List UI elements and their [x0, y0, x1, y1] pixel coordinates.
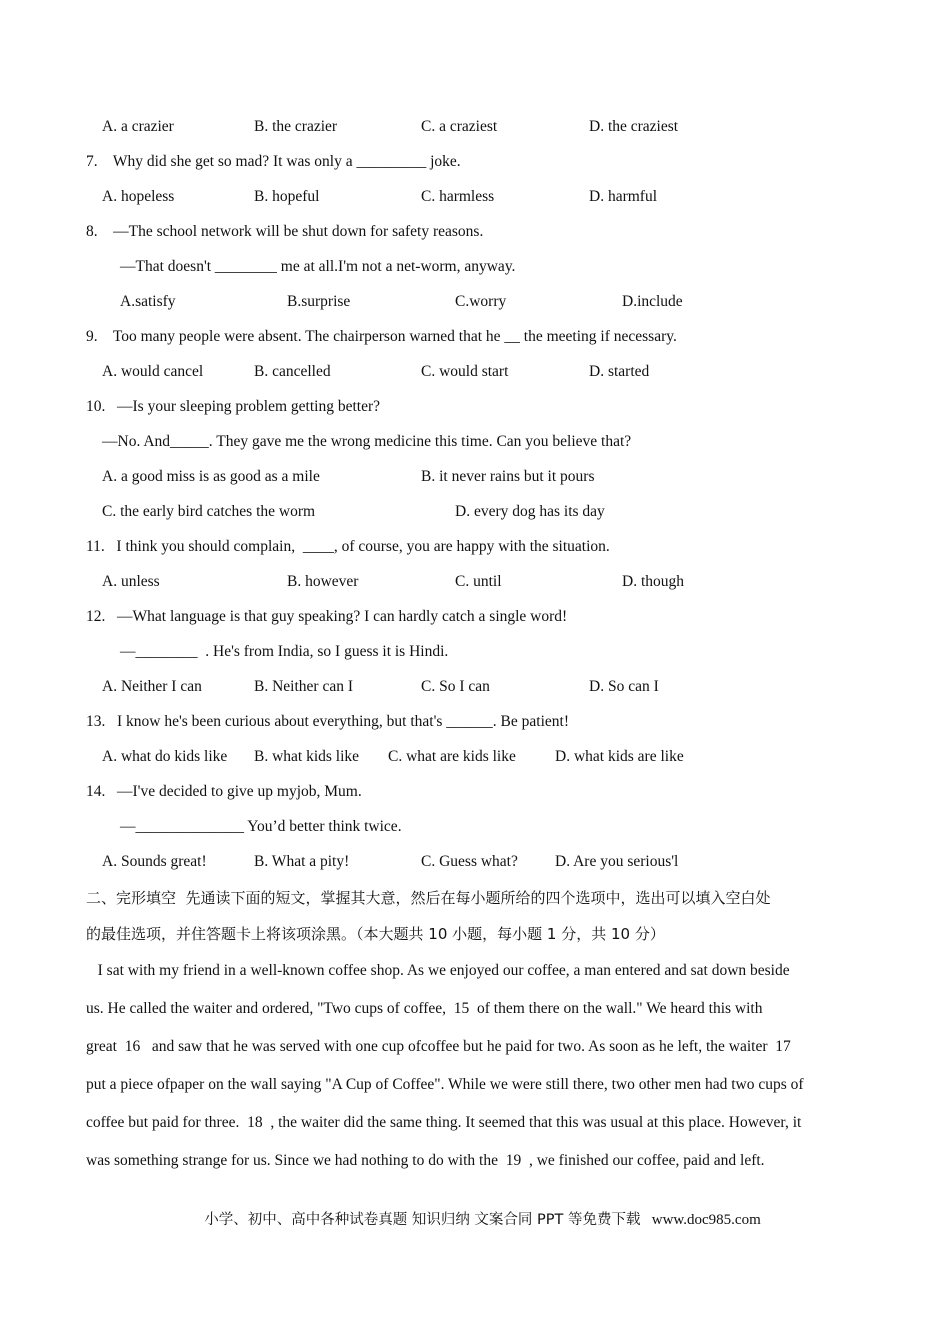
option-b: B. the crazier — [254, 118, 338, 135]
passage-line: I sat with my friend in a well-known coffee shop. As we enjoyed our coffee, a man entered and sat down beside — [86, 962, 790, 979]
option-a: A.satisfy — [120, 293, 176, 310]
option-d: D. So can I — [589, 678, 659, 695]
question-stem: 13. I know he's been curious about everything, but that's ______. Be patient! — [86, 713, 569, 730]
option-c: C. So I can — [421, 678, 490, 695]
question-stem: 8. —The school network will be shut down for safety reasons. — [86, 223, 484, 240]
option-c: C. a craziest — [421, 118, 498, 135]
option-a: A. a crazier — [102, 118, 174, 135]
section-instruction-line: 的最佳选项，并住答题卡上将该项涂黑。（本大题共 10 小题，每小题 1 分，共 10 分） — [86, 925, 665, 943]
footer-text: 小学、初中、高中各种试卷真题 知识归纳 文案合同 PPT 等免费下载 — [204, 1212, 641, 1228]
option-a: A. Neither I can — [102, 678, 202, 695]
question-stem-reply: —________ . He's from India, so I guess it is Hindi. — [120, 643, 449, 660]
passage-line: us. He called the waiter and ordered, "Two cups of coffee, 15 of them there on the wall." We heard this with — [86, 1000, 763, 1017]
question-stem: 7. Why did she get so mad? It was only a _________ joke. — [86, 153, 461, 170]
option-c: C. harmless — [421, 188, 495, 205]
option-a: A. would cancel — [102, 363, 204, 380]
passage-line: great 16 and saw that he was served with one cup ofcoffee but he paid for two. As soon as he left, the waiter 17 — [86, 1038, 791, 1055]
option-b: B.surprise — [287, 293, 351, 310]
passage-line: was something strange for us. Since we had nothing to do with the 19 , we finished our coffee, paid and left. — [86, 1152, 765, 1169]
option-b: B. however — [287, 573, 359, 590]
option-d: D. the craziest — [589, 118, 679, 135]
option-b: B. Neither can I — [254, 678, 353, 695]
option-c: C. Guess what? — [421, 853, 518, 870]
passage-line: coffee but paid for three. 18 , the waiter did the same thing. It seemed that this was usual at this place. However, it — [86, 1114, 802, 1131]
option-b: B. it never rains but it pours — [421, 468, 595, 485]
option-a: A. a good miss is as good as a mile — [102, 468, 320, 485]
option-b: B. hopeful — [254, 188, 320, 205]
option-a: A. Sounds great! — [102, 853, 207, 870]
option-c: C. until — [455, 573, 502, 590]
question-stem-reply: —That doesn't ________ me at all.I'm not a net-worm, anyway. — [120, 258, 516, 275]
question-stem: 12. —What language is that guy speaking? I can hardly catch a single word! — [86, 608, 568, 625]
option-c: C.worry — [455, 293, 507, 310]
option-d: D. every dog has its day — [455, 503, 605, 520]
option-c: C. the early bird catches the worm — [102, 503, 316, 520]
question-stem: 14. —I've decided to give up myjob, Mum. — [86, 783, 362, 800]
question-stem-reply: —No. And_____. They gave me the wrong medicine this time. Can you believe that? — [102, 433, 632, 450]
option-d: D. harmful — [589, 188, 658, 205]
option-a: A. hopeless — [102, 188, 175, 205]
option-a: A. unless — [102, 573, 160, 590]
option-a: A. what do kids like — [102, 748, 228, 765]
section-instruction-line: 二、完形填空 先通读下面的短文，掌握其大意，然后在每小题所给的四个选项中，选出可以填入空白处 — [86, 889, 771, 907]
option-b: B. cancelled — [254, 363, 331, 380]
option-d: D. though — [622, 573, 684, 590]
option-b: B. What a pity! — [254, 853, 350, 870]
question-stem: 10. —Is your sleeping problem getting better? — [86, 398, 381, 415]
option-c: C. what are kids like — [388, 748, 516, 765]
option-d: D. what kids are like — [555, 748, 684, 765]
passage-line: put a piece ofpaper on the wall saying "A Cup of Coffee". While we were still there, two other men had two cups of — [86, 1076, 804, 1093]
option-d: D.include — [622, 293, 683, 310]
option-d: D. started — [589, 363, 650, 380]
option-c: C. would start — [421, 363, 509, 380]
option-d: D. Are you serious'l — [555, 853, 679, 870]
question-stem-reply: —______________ You’d better think twice. — [120, 818, 402, 835]
question-stem: 11. I think you should complain, ____, of course, you are happy with the situation. — [86, 538, 610, 555]
question-stem: 9. Too many people were absent. The chairperson warned that he __ the meeting if necessary. — [86, 328, 677, 345]
page-footer — [0, 1191, 950, 1246]
footer-url: www.doc985.com — [651, 1212, 761, 1228]
option-b: B. what kids like — [254, 748, 360, 765]
